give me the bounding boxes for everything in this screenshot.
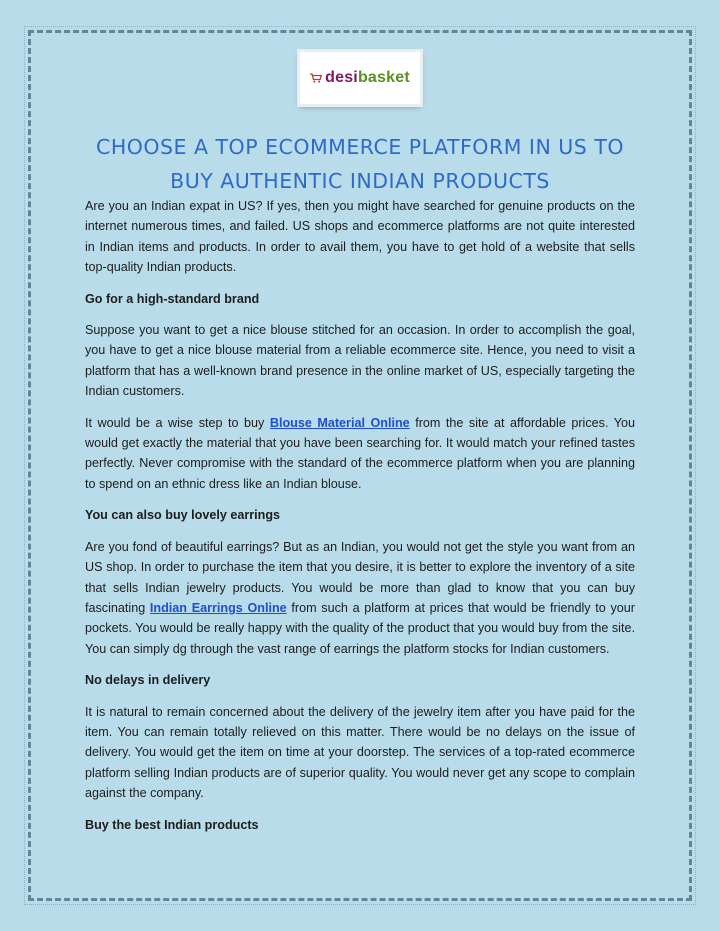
- indian-earrings-link[interactable]: Indian Earrings Online: [149, 600, 287, 615]
- earrings-paragraph: [85, 537, 635, 659]
- section-heading-delivery: No delays in delivery: [85, 673, 211, 688]
- section-heading-earrings: You can also buy lovely earrings: [85, 508, 281, 523]
- article-title: CHOOSE A TOP ECOMMERCE PLATFORM IN US TO BUY AUTHENTIC INDIAN PRODUCTS: [96, 134, 624, 193]
- section-heading-best-products: Buy the best Indian products: [85, 817, 259, 832]
- logo-desi: desi: [325, 69, 358, 86]
- article-body: [85, 196, 635, 846]
- section-heading-brand: Go for a high-standard brand: [85, 291, 260, 306]
- earrings-text-before: Are you fond of beautiful earrings? But as an Indian, you would not get the style you want from an US shop. In order to purchase the item that you desire, it is better to explore the inventory of a site that sells Indian jewelry products. You would be more than glad to know that you can buy fascinating: [85, 539, 635, 615]
- blouse-text-before: It would be a wise step to buy: [85, 415, 270, 430]
- blouse-material-link[interactable]: Blouse Material Online: [269, 415, 410, 430]
- shopping-cart-icon: [310, 73, 322, 83]
- brand-paragraph: Suppose you want to get a nice blouse stitched for an occasion. In order to accomplish the goal, you have to get a nice blouse material from a reliable ecommerce site. Hence, you need to visit a platform that has a well-known brand presence in the online market of US, especially targeting the Indian customers.: [85, 323, 635, 399]
- blouse-text-after: from the site at affordable prices. You would get exactly the material that you have been searching for. It would match your refined tastes perfectly. Never compromise with the standard of the ecommerce platform when you are planning to spend on an ethnic dress like an Indian blouse.: [85, 415, 635, 491]
- earrings-text-after: from such a platform at prices that would be friendly to your pockets. You would be really happy with the quality of the product that you would buy from the site. You can simply dg through the vast range of earrings the platform stocks for Indian customers.: [85, 600, 636, 656]
- blouse-paragraph: [85, 413, 635, 495]
- brand-logo: [300, 52, 420, 104]
- logo-wordmark: [325, 69, 410, 87]
- delivery-paragraph: It is natural to remain concerned about the delivery of the jewelry item after you have paid for the item. You can remain totally relieved on this matter. There would be no delays on the issue of delivery. You would get the item on time at your doorstep. The services of a top-rated ecommerce platform selling Indian products are of superior quality. You would never get any scope to complain against the company.: [85, 704, 635, 801]
- intro-paragraph: Are you an Indian expat in US? If yes, then you might have searched for genuine products on the internet numerous times, and failed. US shops and ecommerce platforms are not quite interested in Indian items and products. In order to avail them, you have to get hold of a website that sells top-quality Indian products.: [85, 199, 635, 275]
- logo-basket: basket: [357, 69, 410, 86]
